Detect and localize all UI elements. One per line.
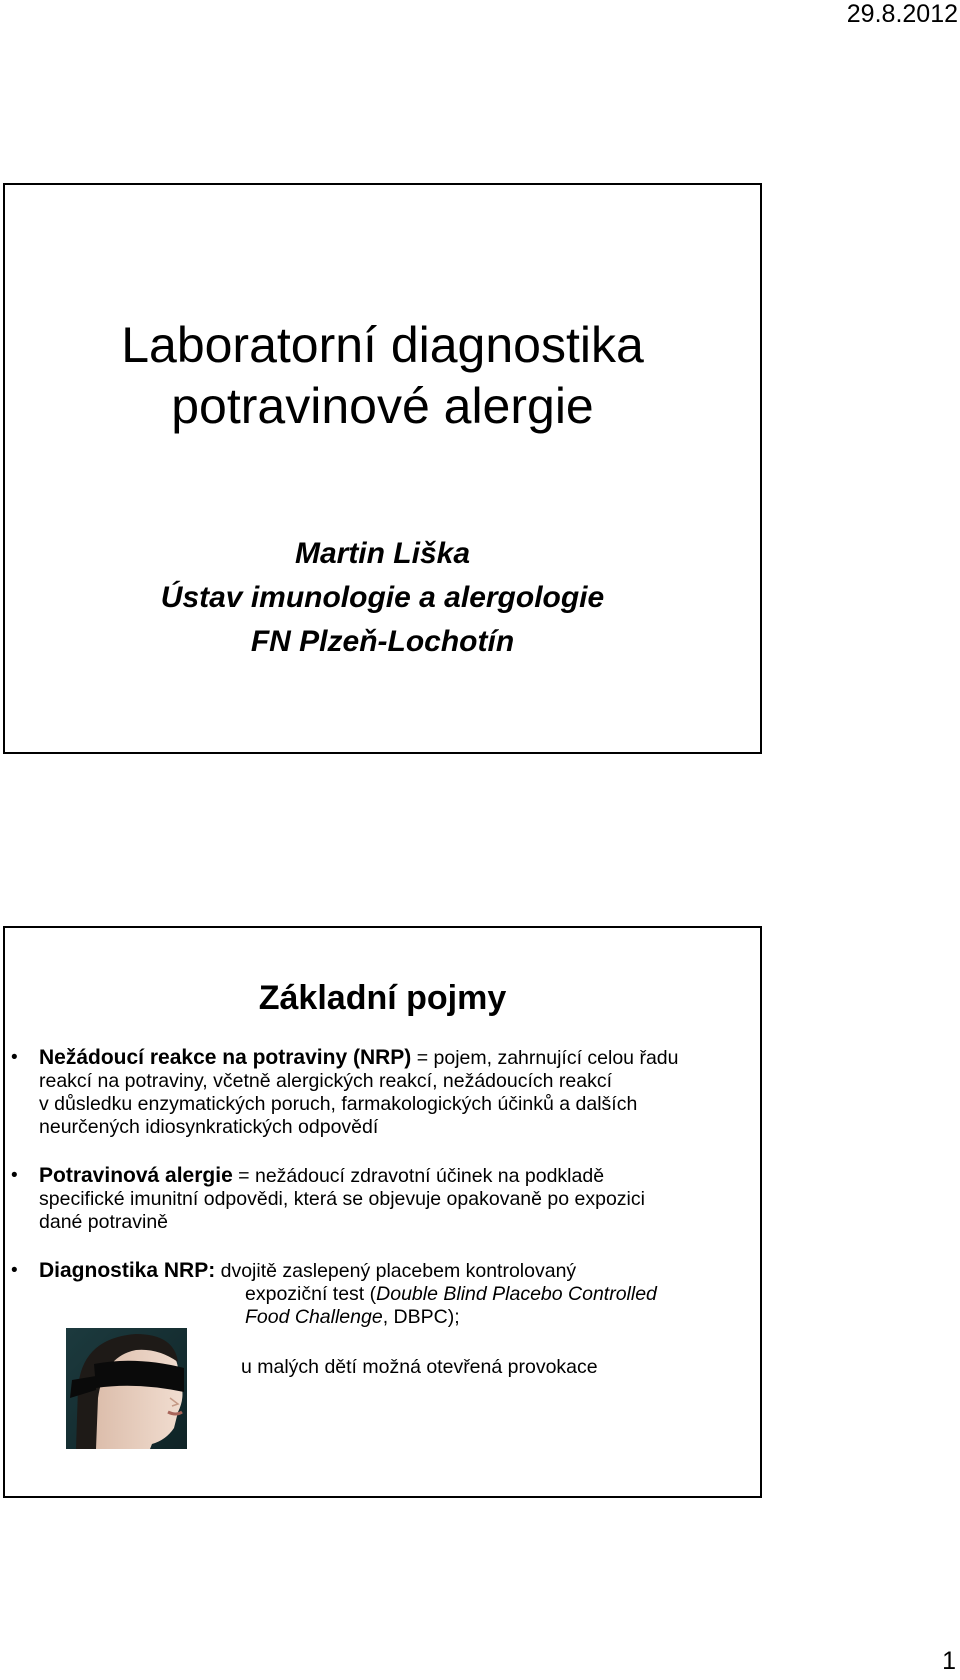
author-hospital: FN Plzeň-Lochotín <box>250 625 515 658</box>
definition-text: expoziční test ( <box>245 1283 377 1305</box>
bullet-list <box>5 1046 760 1354</box>
slide-title-line-1: Laboratorní diagnostika <box>121 317 644 373</box>
definition-text: reakcí na potraviny, včetně alergických reakcí, nežádoucích reakcí <box>39 1070 613 1092</box>
blindfolded-woman-image <box>66 1328 187 1449</box>
page-number: 1 <box>942 1647 956 1675</box>
content-slide <box>3 926 762 1498</box>
term-nrp: Nežádoucí reakce na potraviny (NRP) <box>39 1046 412 1069</box>
header-date: 29.8.2012 <box>846 0 958 28</box>
title-slide <box>3 183 762 754</box>
author-block <box>5 532 760 664</box>
definition-text: u malých dětí možná otevřená provokace <box>241 1356 598 1378</box>
bullet-nrp <box>5 1046 760 1139</box>
bullet-diagnostics <box>5 1259 760 1329</box>
definition-text: dané potravině <box>39 1211 169 1233</box>
definition-text-italic: Double Blind Placebo Controlled <box>376 1283 657 1305</box>
definition-text: dvojitě zaslepený placebem kontrolovaný <box>215 1260 577 1282</box>
bullet-marker: • <box>11 1165 18 1186</box>
definition-text-italic: Food Challenge <box>245 1306 383 1328</box>
blindfolded-woman-photo <box>66 1328 187 1449</box>
author-name: Martin Liška <box>294 537 471 570</box>
slide-title <box>5 315 760 437</box>
definition-text: v důsledku enzymatických poruch, farmakologických účinků a dalších <box>39 1093 638 1115</box>
definition-text: , DBPC); <box>382 1306 460 1328</box>
bullet-marker: • <box>11 1047 18 1068</box>
slide-title-line-2: potravinové alergie <box>171 378 594 434</box>
term-diagnostics: Diagnostika NRP: <box>39 1259 216 1282</box>
slide-title: Základní pojmy <box>258 979 507 1017</box>
term-food-allergy: Potravinová alergie <box>39 1164 233 1187</box>
definition-text: = pojem, zahrnující celou řadu <box>411 1047 679 1069</box>
definition-text: specifické imunitní odpovědi, která se objevuje opakovaně po expozici <box>39 1188 645 1210</box>
bullet-food-allergy <box>5 1164 760 1234</box>
definition-text: = nežádoucí zdravotní účinek na podkladě <box>232 1165 605 1187</box>
bullet-marker: • <box>11 1260 18 1281</box>
author-institute: Ústav imunologie a alergologie <box>160 581 605 614</box>
definition-text: neurčených idiosynkratických odpovědí <box>39 1116 379 1138</box>
